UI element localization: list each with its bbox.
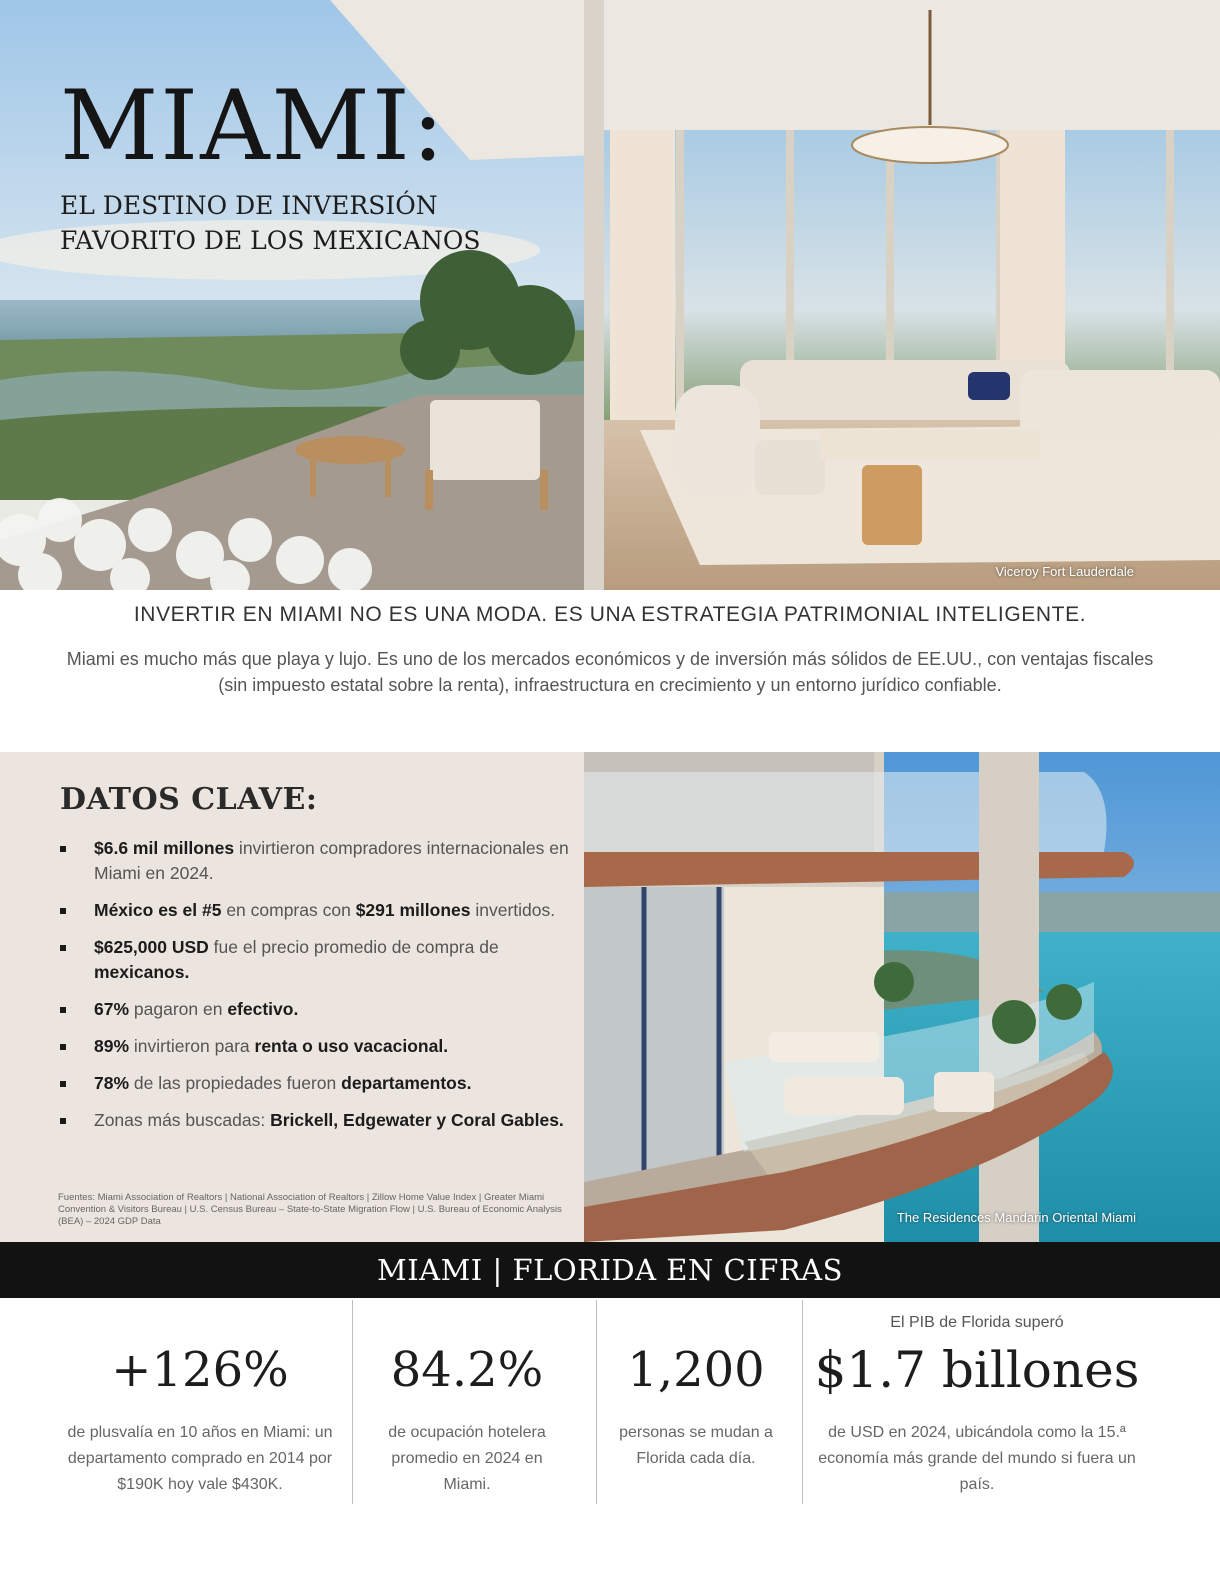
stat-description: de ocupación hotelera promedio en 2024 en Miami.	[388, 1424, 546, 1493]
list-item-text: invertidos.	[470, 900, 556, 920]
stat-value: 1,200	[627, 1342, 765, 1398]
stat-prefix	[60, 1314, 340, 1336]
list-item	[60, 1108, 570, 1133]
list-item-text: de las propiedades fueron	[129, 1073, 342, 1093]
list-item-text: invirtieron compradores internacionales en Miami en 2024.	[94, 838, 569, 883]
intro-headline: INVERTIR EN MIAMI NO ES UNA MODA. ES UNA ESTRATEGIA PATRIMONIAL INTELIGENTE.	[133, 603, 1087, 626]
stat-prefix: El PIB de Florida superó	[890, 1314, 1064, 1331]
building-image-caption: The Residences Mandarin Oriental Miami	[896, 1210, 1136, 1225]
hero-subtitle-line1: EL DESTINO DE INVERSIÓN	[60, 191, 438, 220]
cifras-title-bar: MIAMI | FLORIDA EN CIFRAS	[0, 1242, 1220, 1298]
list-item	[60, 935, 570, 985]
stat-plusvalia	[60, 1298, 340, 1503]
list-item-bold: 89%	[94, 1036, 130, 1056]
stat-divider	[352, 1300, 353, 1504]
list-item	[60, 997, 570, 1022]
datos-clave-panel	[0, 752, 584, 1242]
sources-footnote: Fuentes: Miami Association of Realtors | National Association of Realtors | Zillow Home Value Index | Greater Miami Convention & Visitors Bureau | U.S. Census Bureau – State-to-State Migration Flow | U.S. Bureau of Economic Analysis (BEA) – 2024 GDP Data	[58, 1192, 562, 1227]
stat-divider	[596, 1300, 597, 1504]
list-item-text: en compras con	[221, 900, 356, 920]
stat-ocupacion	[372, 1298, 562, 1503]
list-item-bold: departamentos.	[341, 1073, 472, 1093]
list-item-text: pagaron en	[129, 999, 228, 1019]
list-item-bold: mexicanos.	[94, 962, 190, 982]
hero-title: MIAMI:	[60, 70, 447, 182]
hero-subtitle-line2: FAVORITO DE LOS MEXICANOS	[60, 226, 481, 255]
intro-body: Miami es mucho más que playa y lujo. Es uno de los mercados económicos y de inversión más sólidos de EE.UU., con ventajas fiscales (sin impuesto estatal sobre la renta), infraestructura en crecimiento y un entorno jurídico confiable.	[66, 649, 1154, 695]
stat-description: de USD en 2024, ubicándola como la 15.ª economía más grande del mundo si fuera un país.	[818, 1424, 1136, 1493]
stat-divider	[802, 1300, 803, 1504]
stat-value: 84.2%	[390, 1342, 544, 1398]
stat-prefix	[372, 1314, 562, 1336]
list-item-text: Zonas más buscadas:	[94, 1110, 271, 1130]
list-item-bold: Brickell, Edgewater y Coral Gables.	[270, 1110, 564, 1130]
hero-image-caption: Viceroy Fort Lauderdale	[995, 564, 1134, 579]
list-item-bold: 78%	[94, 1073, 130, 1093]
list-item-text: invirtieron para	[129, 1036, 255, 1056]
list-item-bold: $6.6 mil millones	[94, 838, 235, 858]
list-item	[60, 898, 570, 923]
building-illustration	[584, 752, 1220, 1242]
list-item	[60, 1071, 570, 1096]
list-item	[60, 836, 570, 886]
list-item	[60, 1034, 570, 1059]
datos-clave-list	[60, 836, 570, 1133]
stat-prefix	[606, 1314, 786, 1336]
list-item-bold: México es el #5	[94, 900, 222, 920]
list-item-bold: $291 millones	[355, 900, 471, 920]
stat-description: personas se mudan a Florida cada día.	[619, 1424, 773, 1467]
list-item-bold: efectivo.	[227, 999, 299, 1019]
building-photo	[584, 752, 1220, 1242]
list-item-text: fue el precio promedio de compra de	[208, 937, 499, 957]
hero-banner	[0, 0, 1220, 590]
datos-clave-title: DATOS CLAVE:	[60, 782, 318, 817]
stat-pib	[812, 1298, 1142, 1503]
stat-value: +126%	[111, 1342, 289, 1398]
list-item-bold: 67%	[94, 999, 130, 1019]
stat-description: de plusvalía en 10 años en Miami: un departamento comprado en 2014 por $190K hoy vale $430K.	[67, 1424, 333, 1493]
stat-mudanzas	[606, 1298, 786, 1503]
hero-subtitle	[60, 188, 520, 258]
list-item-bold: $625,000 USD	[94, 937, 209, 957]
stat-value: $1.7 billones	[814, 1341, 1140, 1399]
list-item-bold: renta o uso vacacional.	[254, 1036, 449, 1056]
